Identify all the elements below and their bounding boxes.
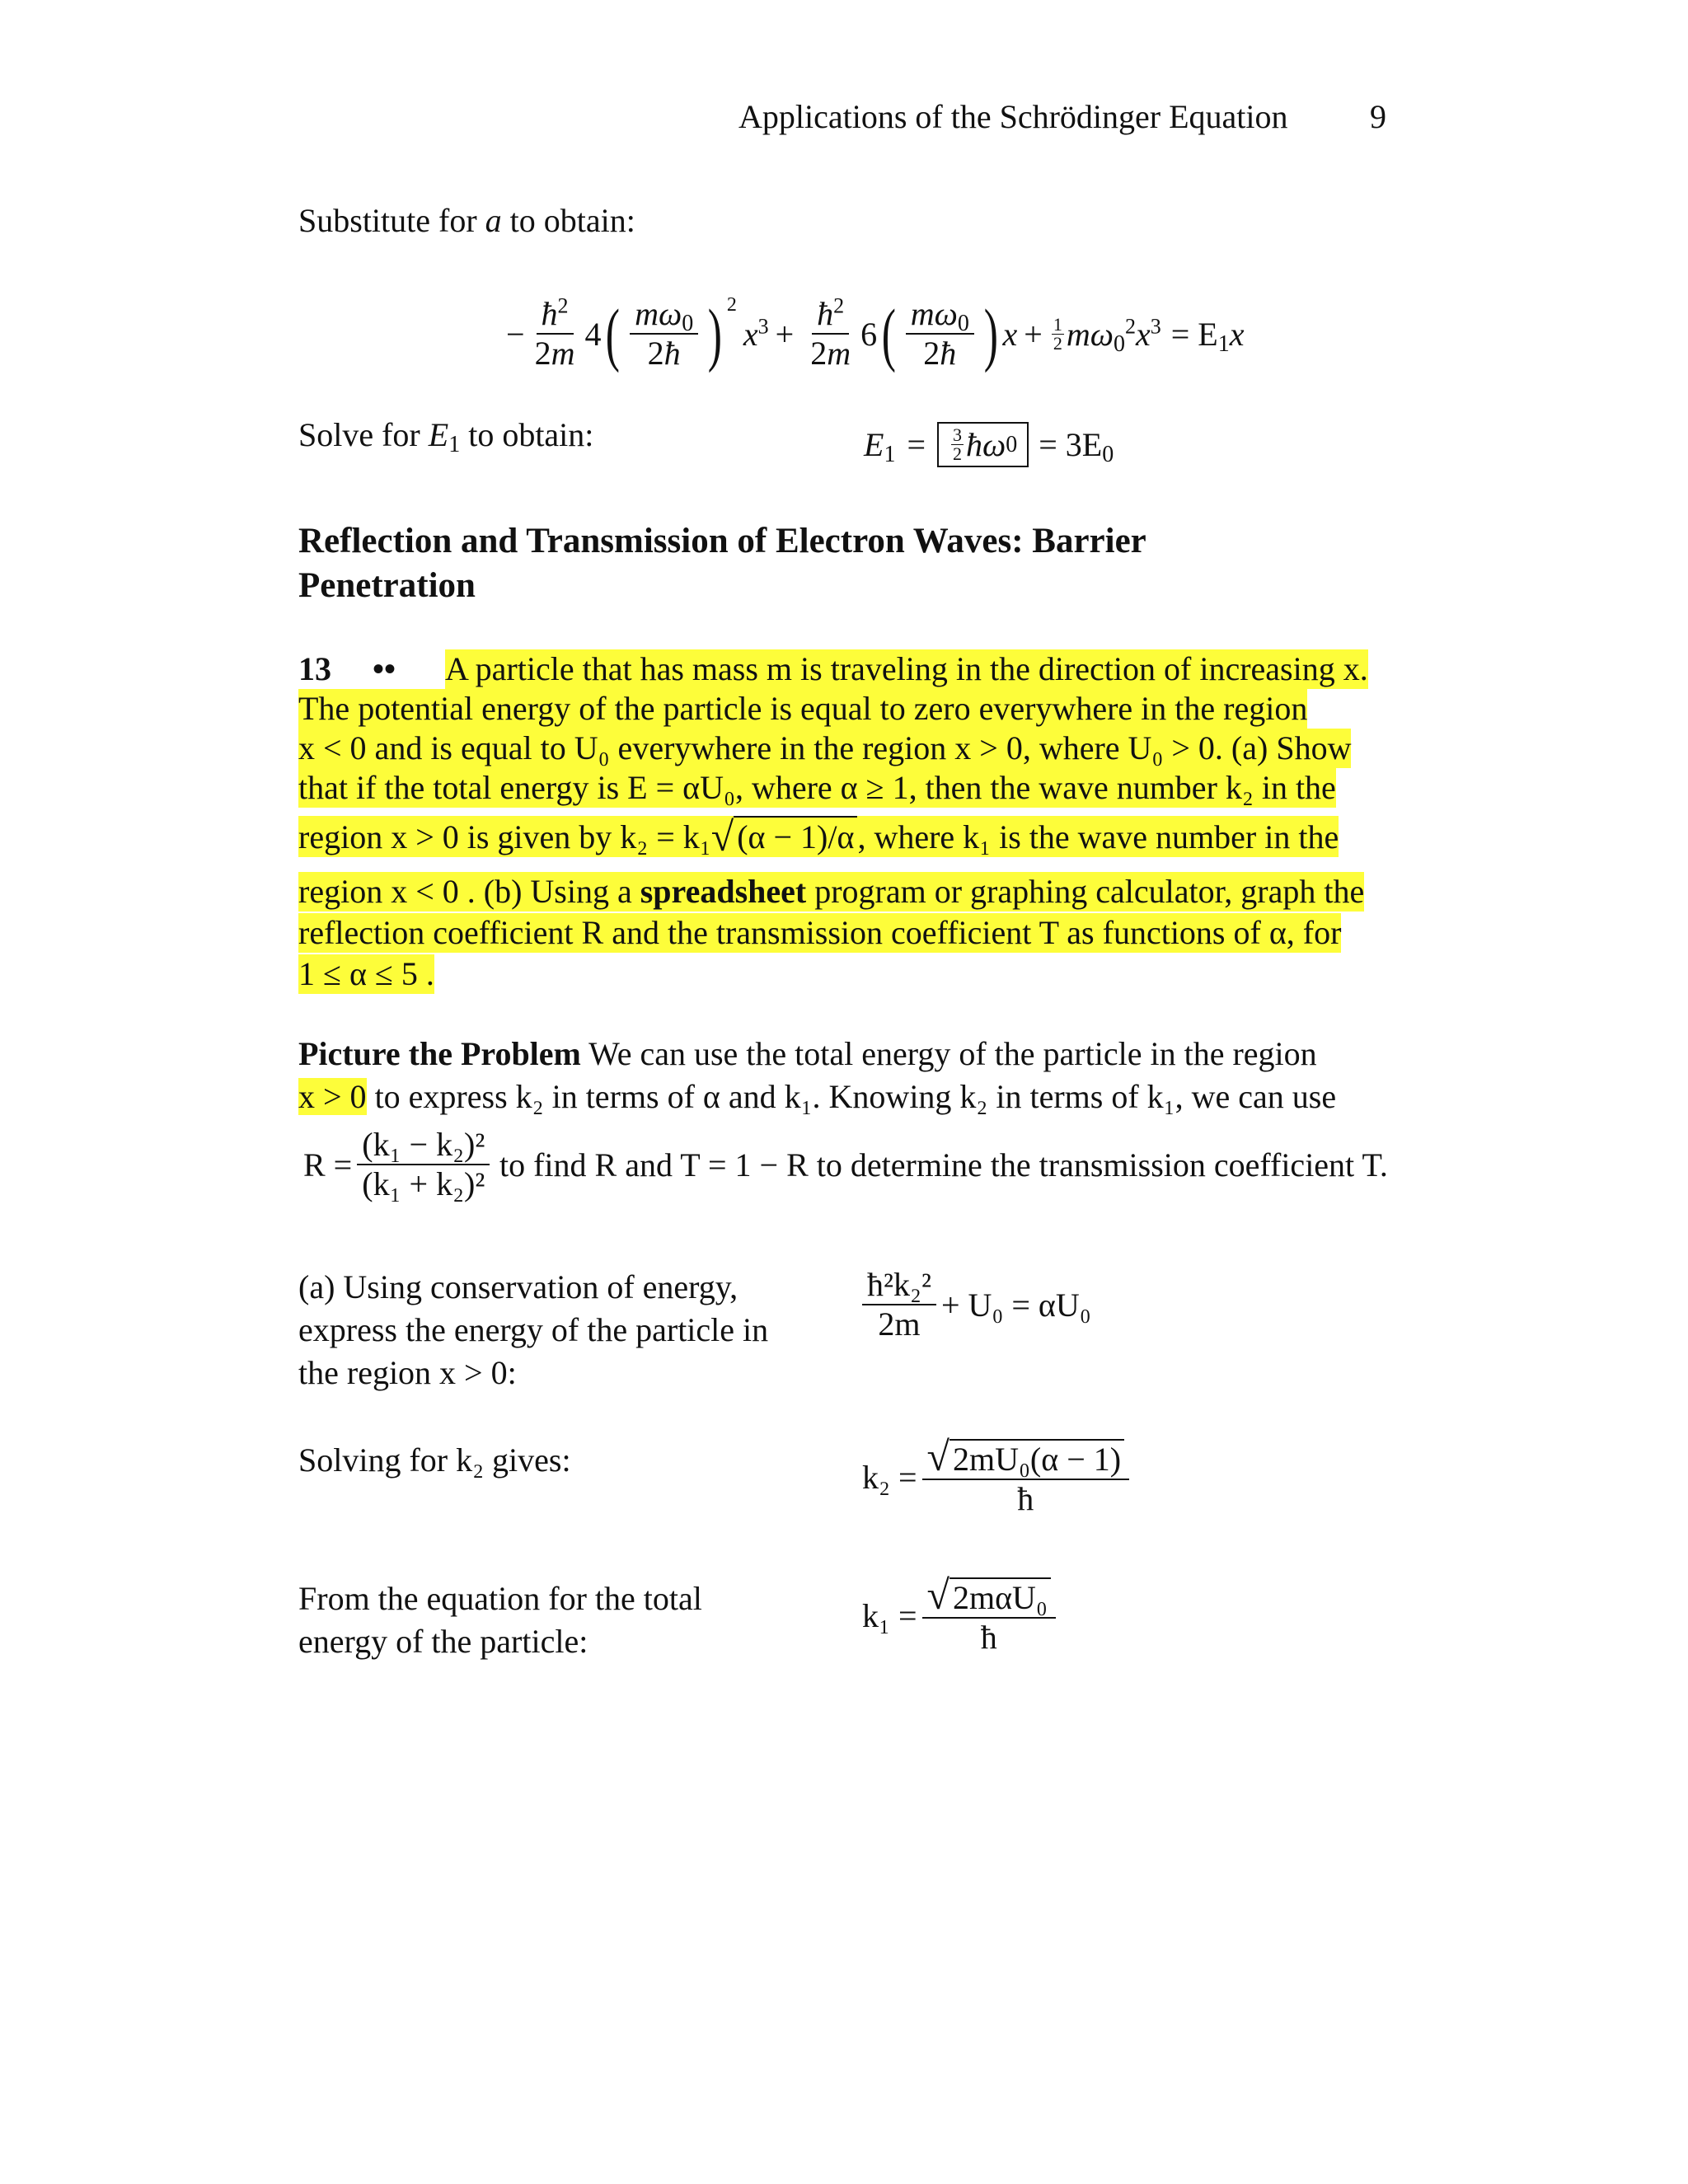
energy-rest: + U₀ = αU₀	[940, 1286, 1091, 1324]
step-a-line-3: the region x > 0:	[298, 1354, 517, 1391]
eq2-lhs	[864, 425, 896, 467]
equation-substitution: − $\frac{ħ^2}{2m}$ 4 ( $\frac{m\omega_0}{2ħ}$ ) 2 $x^3$ + $\frac{ħ^2}{2m}$ 6 ( $\frac{m\omega_0}{2ħ}$ ) x + $\frac{1}{2}$ $m\omega_0^2x^3$ = $E_1x$	[506, 293, 1245, 373]
problem-line-7: reflection coefficient R and the transmission coefficient T as functions of α, for	[298, 914, 1342, 951]
k2-sqrt	[922, 1433, 1130, 1480]
picture-line-2-text: to express k₂ in terms of α and k₁. Knowing k₂ in terms of k₁, we can use	[366, 1078, 1337, 1115]
label-text-post: to obtain:	[501, 202, 635, 239]
running-header	[738, 97, 1288, 137]
r-frac	[357, 1126, 490, 1203]
section-heading-line2: Penetration	[298, 566, 476, 605]
solve-var: E	[428, 416, 449, 453]
eq1-rhs-var: x	[1229, 315, 1245, 353]
step-a-text	[298, 1268, 768, 1393]
picture-label: Picture the Problem	[298, 1035, 581, 1072]
k1-lhs: k₁ =	[862, 1596, 917, 1634]
eq1-paren-open-b: (	[881, 294, 897, 373]
step-k1-text	[298, 1579, 702, 1661]
problem-line-5-sqrt	[710, 813, 858, 860]
eq1-paren-open: (	[606, 294, 621, 373]
r-den: (k₁ + k₂)²	[362, 1165, 485, 1202]
solve-text-post: to obtain:	[460, 416, 594, 453]
problem-number	[298, 649, 396, 689]
problem-line-6	[298, 872, 1364, 912]
header-title: Applications of the Schrödinger Equation	[738, 98, 1288, 135]
r-num: (k₁ − k₂)²	[357, 1126, 490, 1165]
eq1-paren-close-b: )	[983, 294, 998, 373]
equation-k2	[862, 1433, 1134, 1518]
picture-line-3: to find R and T = 1 − R to determine the transmission coefficient T.	[499, 1146, 1388, 1183]
k1-frac	[922, 1574, 1056, 1657]
equation-energy-conservation	[857, 1266, 1091, 1343]
picture-line-1-text: We can use the total energy of the particle in the region	[580, 1035, 1317, 1072]
step-k2-label: Solving for k₂ gives:	[298, 1441, 571, 1479]
picture-line-1	[298, 1034, 1317, 1074]
step-solve-label	[298, 415, 593, 455]
eq2-three-halves: $\frac{3}{2}$	[953, 424, 962, 464]
k2-lhs: k₂ =	[862, 1458, 917, 1496]
eq1-frac-momega-2hbar: $\frac{m\omega_0}{2ħ}$	[630, 295, 698, 373]
k1-sqrt	[922, 1574, 1056, 1619]
problem-line-5	[298, 813, 1339, 860]
reflection-coefficient-formula	[303, 1126, 495, 1203]
problem-difficulty: ••	[373, 650, 396, 687]
step-a-line-1: (a) Using conservation of energy,	[298, 1268, 738, 1305]
label-var: a	[485, 202, 502, 239]
solve-text: Solve for	[298, 416, 429, 453]
problem-line-6-pre: region x < 0 . (b) Using a	[298, 873, 640, 910]
k1-radicand: 2mαU₀	[950, 1577, 1051, 1616]
problem-line-1: A particle that has mass m is traveling in the direction of increasing x.	[445, 650, 1368, 687]
eq2-rhs-sub: 0	[1102, 442, 1114, 467]
picture-line-2	[298, 1077, 1336, 1117]
eq2-lhs-var: E	[864, 426, 884, 463]
problem-line-4: that if the total energy is E = αU₀, where α ≥ 1, then the wave number k₂ in the	[298, 769, 1336, 806]
k2-radicand: 2mU₀(α − 1)	[950, 1439, 1124, 1478]
equation-e1-result	[864, 422, 1114, 467]
solve-sub: 1	[448, 432, 461, 457]
eq1-half: $\frac{1}{2}$	[1053, 313, 1062, 354]
energy-frac-den: 2m	[878, 1305, 921, 1343]
k2-den: ħ	[1017, 1480, 1034, 1517]
page-number: 9	[1370, 98, 1386, 135]
eq1-x: x	[1002, 315, 1018, 353]
eq2-rhs-text: = 3E	[1039, 426, 1103, 463]
energy-frac-num: ħ²k₂²	[862, 1266, 936, 1305]
eq1-minus: −	[506, 315, 525, 353]
problem-line-5-pre: region x > 0 is given by k₂ = k₁	[298, 818, 711, 855]
eq1-rhs	[1170, 315, 1245, 357]
eq2-boxed-text: ħω	[966, 426, 1006, 463]
eq1-frac-momega-2hbar-b: $\frac{m\omega_0}{2ħ}$	[906, 295, 974, 373]
step-k1-line-2: energy of the particle:	[298, 1623, 588, 1660]
eq1-plus-b: +	[1024, 315, 1043, 353]
eq1-coef-4: 4	[584, 315, 602, 353]
section-heading-line1: Reflection and Transmission of Electron Waves: Barrier	[298, 522, 1146, 560]
k1-den: ħ	[980, 1619, 997, 1656]
eq2-rhs	[1039, 425, 1114, 467]
energy-frac	[862, 1266, 936, 1343]
eq1-paren-close: )	[707, 294, 723, 373]
eq1-plus: +	[775, 315, 795, 353]
eq1-frac-hbar2-2m-b: $\frac{ħ^2}{2m}$	[810, 293, 851, 372]
equation-k1	[862, 1574, 1061, 1657]
eq2-lhs-sub: 1	[884, 442, 896, 467]
problem-line-6-bold: spreadsheet	[640, 873, 807, 910]
eq1-coef-6: 6	[860, 315, 878, 353]
k1-sqrt-sign: √	[926, 1572, 950, 1618]
problem-line-3: x < 0 and is equal to U₀ everywhere in the region x > 0, where U₀ > 0. (a) Show	[298, 729, 1352, 766]
eq2-boxed-answer: $\frac{3}{2}$ ħω 0	[937, 422, 1029, 467]
eq2-equals: =	[907, 426, 926, 463]
eq1-rhs-text: = E	[1170, 315, 1218, 353]
problem-line-6-post: program or graphing calculator, graph the	[806, 873, 1365, 910]
sqrt-sign: √	[710, 813, 734, 860]
eq1-frac-hbar2-2m: $\frac{ħ^2}{2m}$	[534, 293, 575, 372]
step-k1-line-1: From the equation for the total	[298, 1580, 702, 1617]
step-a-line-2: express the energy of the particle in	[298, 1311, 769, 1348]
eq1-rhs-sub: 1	[1217, 330, 1230, 357]
eq1-x3: $x^3$	[743, 314, 769, 353]
problem-line-5-post: , where k₁ is the wave number in the	[857, 818, 1339, 855]
label-text: Substitute for	[298, 202, 485, 239]
picture-line-2-highlight: x > 0	[298, 1078, 367, 1115]
sqrt-radicand: (α − 1)/α	[734, 816, 857, 857]
problem-line-2: The potential energy of the particle is equal to zero everywhere in the region	[298, 690, 1308, 727]
problem-line-8: 1 ≤ α ≤ 5 .	[298, 955, 434, 992]
step-substitute-label	[298, 201, 635, 241]
k2-sqrt-sign: √	[926, 1433, 950, 1479]
eq1-momega2x3: $m\omega_0^2x^3$	[1066, 314, 1161, 357]
problem-number-text: 13	[298, 650, 331, 687]
k2-frac	[922, 1433, 1130, 1518]
section-heading	[298, 519, 1146, 608]
r-lhs: R =	[303, 1146, 353, 1183]
